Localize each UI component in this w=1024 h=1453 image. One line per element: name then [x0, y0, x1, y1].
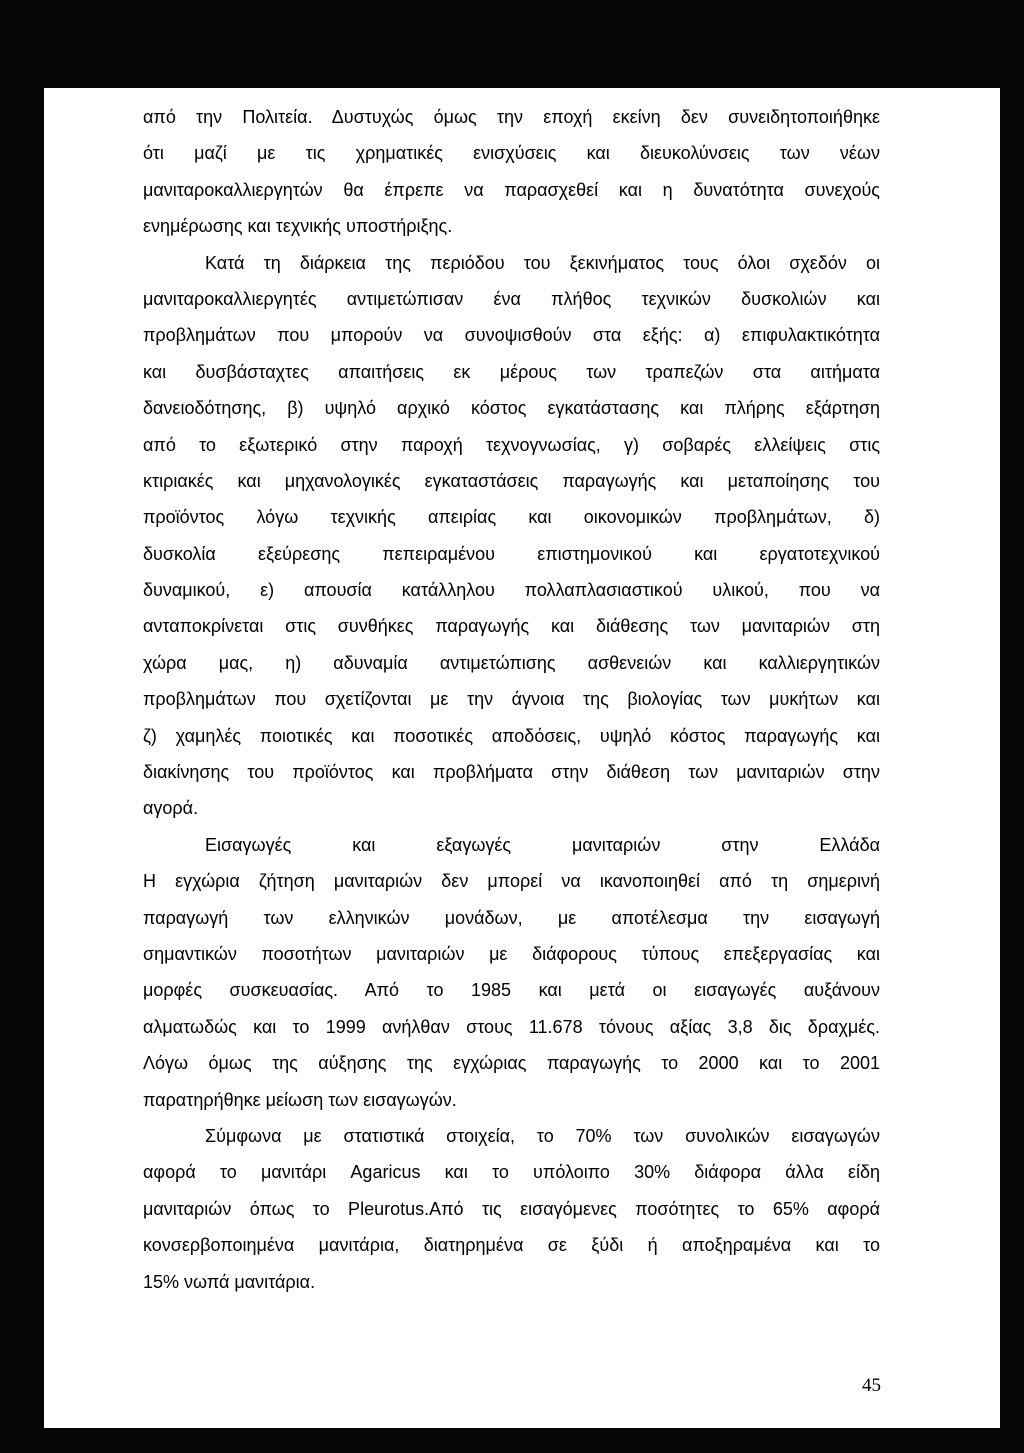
text-line: ότι μαζί με τις χρηματικές ενισχύσεις και διευκολύνσεις των νέων: [143, 143, 880, 164]
text-line: παρατηρήθηκε μείωση των εισαγωγών.: [143, 1089, 457, 1110]
text-line: μορφές συσκευασίας. Από το 1985 και μετά οι εισαγωγές αυξάνουν: [143, 980, 880, 1001]
text-line: 15% νωπά μανιτάρια.: [143, 1271, 316, 1292]
text-line: προβλημάτων που μπορούν να συνοψισθούν στα εξής: α) επιφυλακτικότητα: [143, 325, 880, 346]
body-text: [143, 99, 880, 1300]
text-line: και δυσβάσταχτες απαιτήσεις εκ μέρους των τραπεζών στα αιτήματα: [143, 361, 880, 382]
section-heading: Εισαγωγές και εξαγωγές μανιταριών στην Ελλάδα: [205, 834, 880, 855]
text-line: Σύμφωνα με στατιστικά στοιχεία, το 70% των συνολικών εισαγωγών: [205, 1125, 880, 1146]
text-line: κονσερβοποιημένα μανιτάρια, διατηρημένα σε ξύδι ή αποξηραμένα και το: [143, 1235, 880, 1256]
text-line: αγορά.: [143, 798, 199, 819]
text-line: παραγωγή των ελληνικών μονάδων, με αποτέλεσμα την εισαγωγή: [143, 907, 880, 928]
text-line: κτιριακές και μηχανολογικές εγκαταστάσεις παραγωγής και μεταποίησης του: [143, 470, 880, 491]
text-line: Κατά τη διάρκεια της περιόδου του ξεκινήματος τους όλοι σχεδόν οι: [205, 252, 880, 273]
text-line: μανιταροκαλλιεργητών θα έπρεπε να παρασχεθεί και η δυνατότητα συνεχούς: [143, 179, 880, 200]
text-line: Η εγχώρια ζήτηση μανιταριών δεν μπορεί να ικανοποιηθεί από τη σημερινή: [143, 871, 880, 892]
text-line: διακίνησης του προϊόντος και προβλήματα στην διάθεση των μανιταριών στην: [143, 762, 880, 783]
text-line: δανειοδότησης, β) υψηλό αρχικό κόστος εγκατάστασης και πλήρης εξάρτηση: [143, 398, 880, 419]
text-line: αφορά το μανιτάρι Agaricus και το υπόλοιπο 30% διάφορα άλλα είδη: [143, 1162, 880, 1183]
text-line: από το εξωτερικό στην παροχή τεχνογνωσίας, γ) σοβαρές ελλείψεις στις: [143, 434, 880, 455]
paragraph: [143, 99, 880, 245]
document-page: [44, 88, 1000, 1428]
text-line: δυναμικού, ε) απουσία κατάλληλου πολλαπλασιαστικού υλικού, που να: [143, 580, 880, 601]
text-line: προϊόντος λόγω τεχνικής απειρίας και οικονομικών προβλημάτων, δ): [143, 507, 880, 528]
text-line: σημαντικών ποσοτήτων μανιταριών με διάφορους τύπους επεξεργασίας και: [143, 943, 880, 964]
page-number: 45: [862, 1375, 881, 1396]
text-line: ενημέρωσης και τεχνικής υποστήριξης.: [143, 216, 453, 237]
text-line: μανιταροκαλλιεργητές αντιμετώπισαν ένα πλήθος τεχνικών δυσκολιών και: [143, 288, 880, 309]
text-line: από την Πολιτεία. Δυστυχώς όμως την εποχή εκείνη δεν συνειδητοποιήθηκε: [143, 107, 880, 127]
text-line: χώρα μας, η) αδυναμία αντιμετώπισης ασθενειών και καλλιεργητικών: [143, 652, 880, 673]
text-line: ζ) χαμηλές ποιοτικές και ποσοτικές αποδόσεις, υψηλό κόστος παραγωγής και: [143, 725, 880, 746]
text-line: μανιταριών όπως το Pleurotus.Από τις εισαγόμενες ποσότητες το 65% αφορά: [143, 1198, 880, 1219]
text-line: δυσκολία εξεύρεσης πεπειραμένου επιστημονικού και εργατοτεχνικού: [143, 543, 880, 564]
text-line: Λόγω όμως της αύξησης της εγχώριας παραγωγής το 2000 και το 2001: [143, 1053, 880, 1074]
paragraph: [143, 245, 880, 827]
text-line: ανταποκρίνεται στις συνθήκες παραγωγής και διάθεσης των μανιταριών στη: [143, 616, 880, 637]
text-line: αλματωδώς και το 1999 ανήλθαν στους 11.678 τόνους αξίας 3,8 δις δραχμές.: [143, 1016, 880, 1037]
paragraph: [143, 1118, 880, 1300]
text-line: προβλημάτων που σχετίζονται με την άγνοια της βιολογίας των μυκήτων και: [143, 689, 880, 710]
paragraph: [143, 863, 880, 1118]
